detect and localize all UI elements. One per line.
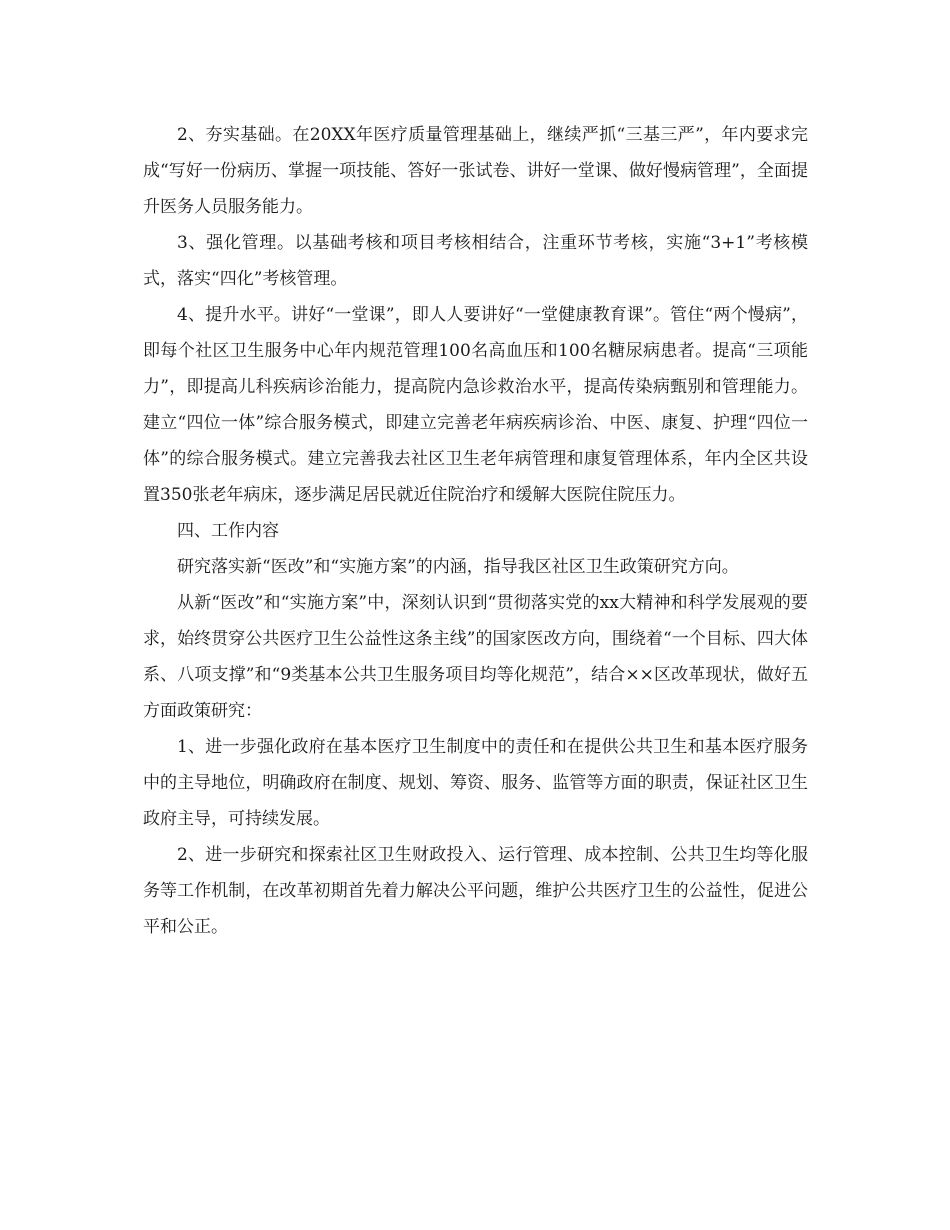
paragraph-item-2: 2、进一步研究和探索社区卫生财政投入、运行管理、成本控制、公共卫生均等化服务等工作机制，在改革初期首先着力解决公平问题，维护公共医疗卫生的公益性，促进公平和公正。: [143, 845, 808, 937]
section-heading-work-content: 四、工作内容: [177, 521, 279, 541]
paragraph-reform-direction: 从新“医改”和“实施方案”中，深刻认识到“贯彻落实党的xx大精神和科学发展观的要求，始终贯穿公共医疗卫生公益性这条主线”的国家医改方向，围绕着“一个目标、四大体系、八项支撑”和“9类基本公共卫生服务项目均等化规范”，结合××区改革现状，做好五方面政策研究：: [143, 593, 808, 721]
paragraph-policy-research: 研究落实新“医改”和“实施方案”的内涵，指导我区社区卫生政策研究方向。: [177, 557, 739, 577]
paragraph-improve-level: 4、提升水平。讲好“一堂课”，即人人要讲好“一堂健康教育课”。管住“两个慢病”，即每个社区卫生服务中心年内规范管理100名高血压和100名糖尿病患者。提高“三项能力”，即提高儿科疾病诊治能力，提高院内急诊救治水平，提高传染病甄别和管理能力。建立“四位一体”综合服务模式，即建立完善老年病疾病诊治、中医、康复、护理“四位一体”的综合服务模式。建立完善我去社区卫生老年病管理和康复管理体系，年内全区共设置350张老年病床，逐步满足居民就近住院治疗和缓解大医院住院压力。: [143, 305, 808, 505]
paragraph-strengthen-management: 3、强化管理。以基础考核和项目考核相结合，注重环节考核，实施“3+1”考核模式，落实“四化”考核管理。: [143, 233, 808, 289]
document-body: [143, 117, 808, 945]
paragraph-item-1: 1、进一步强化政府在基本医疗卫生制度中的责任和在提供公共卫生和基本医疗服务中的主导地位，明确政府在制度、规划、筹资、服务、监管等方面的职责，保证社区卫生政府主导，可持续发展。: [143, 737, 808, 829]
paragraph-consolidate-foundation: 2、夯实基础。在20XX年医疗质量管理基础上，继续严抓“三基三严”，年内要求完成“写好一份病历、掌握一项技能、答好一张试卷、讲好一堂课、做好慢病管理”，全面提升医务人员服务能力。: [143, 125, 808, 217]
